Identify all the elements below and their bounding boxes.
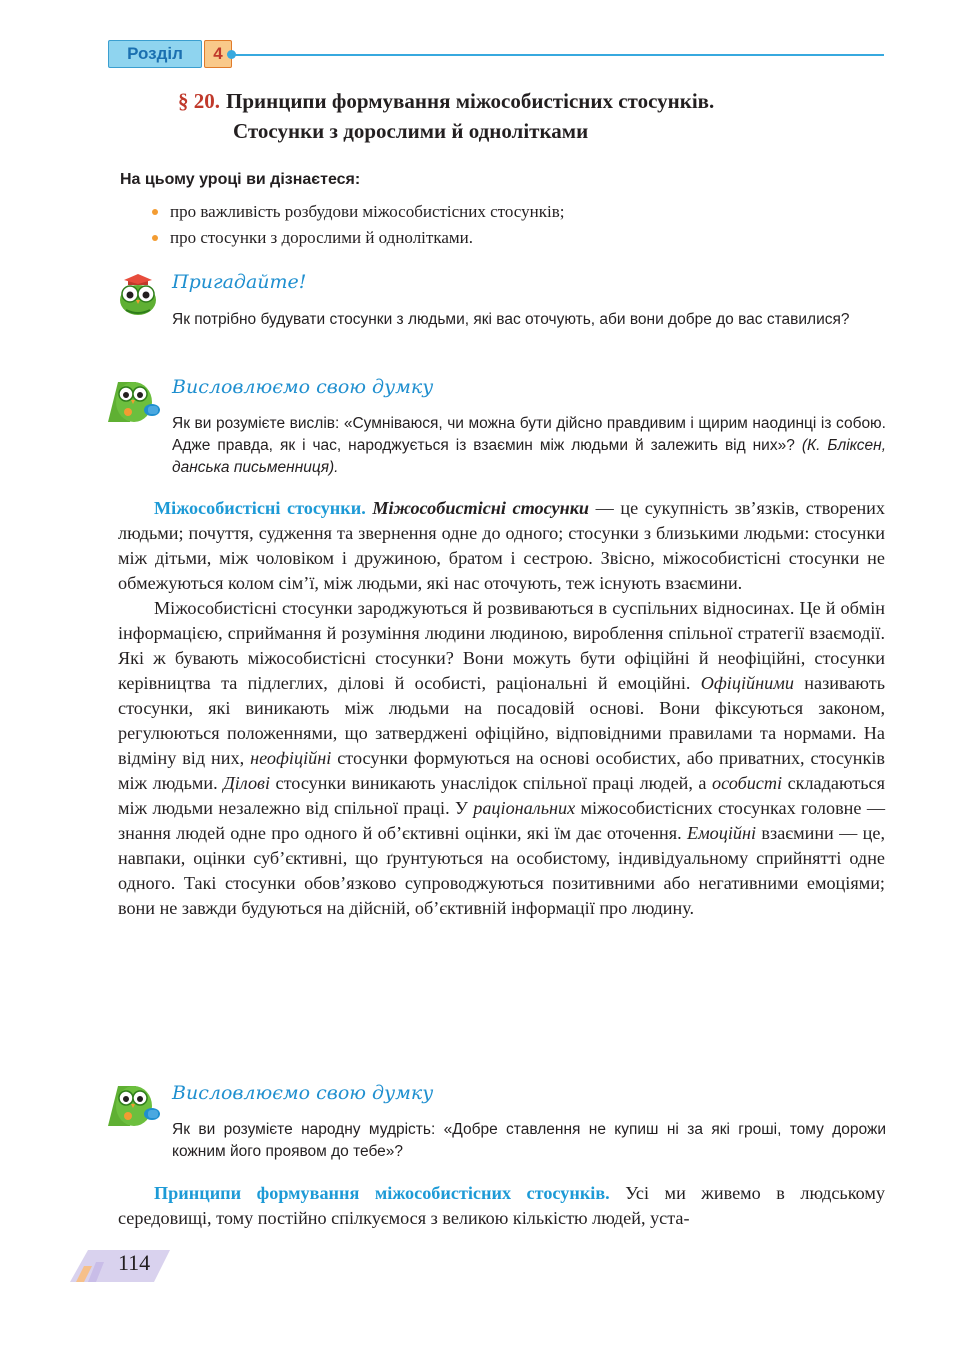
paragraph-text: взаємини — це, навпаки, оцінки суб’єктивні, що ґрунтуються на особистому, індивідуальному сприйнятті одне одного. Такі стосунки обов’язково супроводжуються позитивними або негативними емоціями; вони не завжди будуються на дійсній, об’єктивній інформації про людину. [118, 823, 885, 918]
paragraph-text: стосунки формуються на основі особистих, або приватних, стосунків між людьми. [118, 748, 885, 793]
paragraph-text: Міжособистісні стосунки зароджуються й розвиваються в суспільних відносинах. Це й обмін інформацією, сприймання й розуміння людини людиною, вироблення спільної стратегії взаємодії. Які ж бувають міжособистісні стосунки? Вони можуть бути офіційні й неофіційні, стосунки керівництва та підлеглих, ділові й особисті, раціональні й емоційні. [118, 598, 885, 693]
term-emotional: Емоційні [686, 823, 757, 843]
paragraph-text: складаються між людьми незалежно від спільної праці. У [118, 773, 885, 818]
paragraph [118, 496, 885, 596]
term-personal: особисті [712, 773, 783, 793]
opinion-quote: Як ви розумієте вислів: «Сумніваюся, чи можна бути дійсно правдивим і щирим наодинці із собою. Адже правда, як і час, народжується із взаємин між людьми й залежить від них»? [172, 415, 886, 454]
owl-graduate-icon [118, 270, 158, 316]
recall-heading: Пригадайте! [172, 271, 307, 293]
chapter-label: Розділ [108, 40, 202, 68]
learn-item: про важливість розбудови міжособистісних стосунків; [152, 199, 564, 225]
owl-speaking-icon [108, 376, 162, 426]
learn-heading: На цьому уроці ви дізнаєтеся: [120, 171, 361, 188]
opinion-source: (К. Бліксен, данська письменниця). [172, 437, 886, 476]
term-rational: раціональних [473, 798, 576, 818]
page-title [178, 86, 878, 146]
opinion-heading: Висловлюємо свою думку [172, 1082, 434, 1104]
paragraph-text: — це сукупність зв’язків, створених людьми; почуття, судження та звернення одне до одного; стосунки з близькими людьми: стосунки між дітьми, між чоловіком і дружиною, братом і сестрою. Звісно, міжособистісні стосунки не обмежуються колом сім’ї, між людьми, які нас оточують, теж існують взаємини. [118, 498, 886, 593]
term-unofficial: неофіційні [250, 748, 332, 768]
owl-speaking-icon [108, 1080, 162, 1130]
header-divider [232, 54, 884, 56]
main-text-block-2 [118, 1181, 885, 1231]
paragraph-text: міжособистісних стосунках головне — знання людей одне про одного й об’єктивні оцінки, які їм дає оточення. [118, 798, 886, 843]
opinion-text: Як ви розумієте народну мудрість: «Добре ставлення не купиш ні за які гроші, тому дорожи кожним його проявом до тебе»? [172, 1121, 886, 1160]
paragraph-text: називають стосунки, які виникають між людьми на посадовій основі. Вони фіксуються законом, регулюються положеннями, що затверджені офіційно, відповідними правилами та нормами. На відміну від них, [118, 673, 886, 768]
chapter-number: 4 [204, 40, 232, 68]
defined-term: Міжособистісні стосунки [372, 498, 590, 518]
page-number: 114 [118, 1250, 151, 1275]
paragraph [118, 596, 885, 921]
section-lead-term: Принципи формування міжособистісних стосунків. [154, 1183, 610, 1203]
title-line-2: Стосунки з дорослими й однолітками [233, 119, 589, 143]
paragraph [118, 1181, 885, 1231]
section-lead-term: Міжособистісні стосунки. [154, 498, 366, 518]
learn-list [152, 199, 564, 251]
term-official: Офіційними [700, 673, 794, 693]
opinion-text [172, 413, 886, 479]
main-text-block-1 [118, 496, 885, 921]
recall-text: Як потрібно будувати стосунки з людьми, які вас оточують, аби вони добре до вас ставилися? [172, 311, 850, 328]
paragraph-text: Усі ми живемо в людському середовищі, тому постійно спілкуємося з великою кількістю людей, уста- [118, 1183, 885, 1228]
title-line-1: Принципи формування міжособистісних стосунків. [226, 89, 715, 113]
paragraph-number: § 20. [178, 89, 220, 113]
term-business: Ділові [223, 773, 271, 793]
opinion-heading: Висловлюємо свою думку [172, 376, 434, 398]
paragraph-text: стосунки виникають унаслідок спільної праці людей, а [270, 773, 712, 793]
learn-item: про стосунки з дорослими й однолітками. [152, 225, 564, 251]
